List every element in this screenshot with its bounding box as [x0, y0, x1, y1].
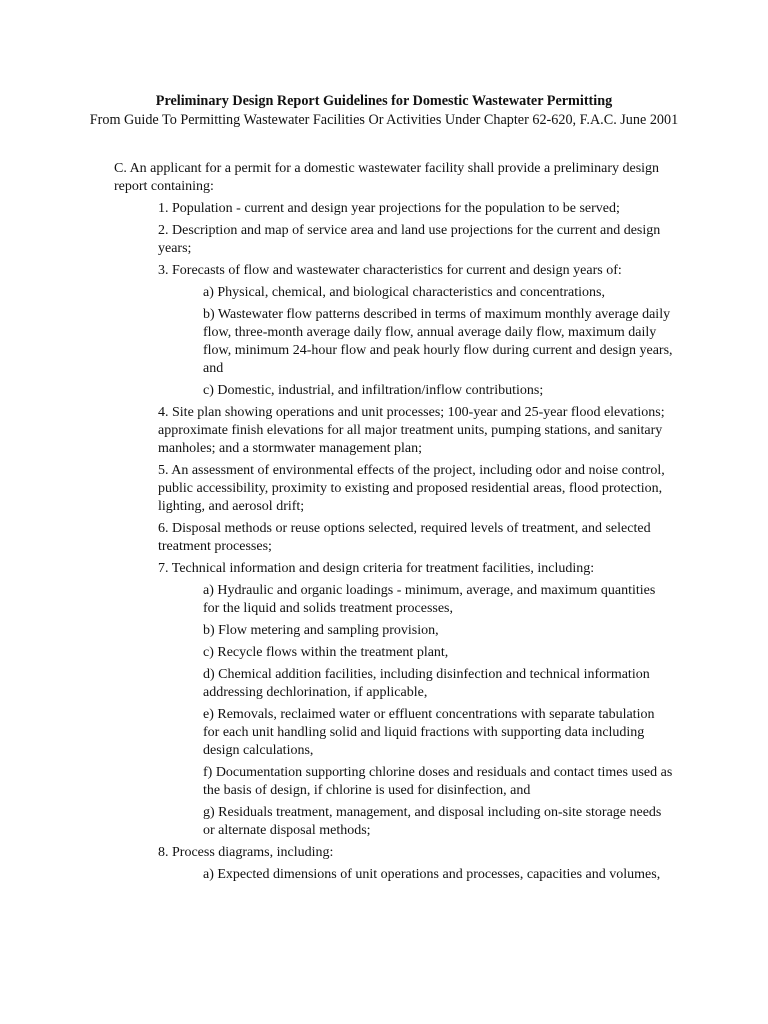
sub-list-item: b) Wastewater flow patterns described in terms of maximum monthly average daily flow, three-month average daily flow, annual average daily flow, maximum daily flow, minimum 24-hour flow and peak hourly flow during current and design years, and [203, 307, 673, 376]
document-subtitle: From Guide To Permitting Wastewater Facilities Or Activities Under Chapter 62-620, F.A.C. June 2001 [89, 112, 679, 128]
list-item: 4. Site plan showing operations and unit processes; 100-year and 25-year flood elevations; approximate finish elevations for all major treatment units, pumping stations, and sanitary manholes; and a stormwater management plan; [158, 405, 665, 456]
sub-list-item: a) Physical, chemical, and biological characteristics and concentrations, [203, 285, 605, 300]
sub-list-item: c) Recycle flows within the treatment plant, [203, 645, 449, 660]
list-item: 3. Forecasts of flow and wastewater characteristics for current and design years of: [158, 263, 622, 278]
sub-list-item: c) Domestic, industrial, and infiltration/inflow contributions; [203, 383, 544, 398]
sub-list-item: d) Chemical addition facilities, including disinfection and technical information addressing dechlorination, if applicable, [203, 667, 650, 700]
list-item: 7. Technical information and design criteria for treatment facilities, including: [158, 561, 595, 576]
sub-list-item: e) Removals, reclaimed water or effluent concentrations with separate tabulation for each unit handling solid and liquid fractions with supporting data including design calculations, [203, 707, 655, 758]
document-title: Preliminary Design Report Guidelines for Domestic Wastewater Permitting [155, 93, 613, 109]
sub-list-item: g) Residuals treatment, management, and disposal including on-site storage needs or alternate disposal methods; [203, 805, 662, 838]
document-body [114, 160, 674, 888]
sub-list-item: b) Flow metering and sampling provision, [203, 623, 439, 638]
list-item: 6. Disposal methods or reuse options selected, required levels of treatment, and selected treatment processes; [158, 521, 651, 554]
sub-list-item: a) Expected dimensions of unit operations and processes, capacities and volumes, [203, 867, 661, 882]
list-item: 8. Process diagrams, including: [158, 845, 334, 860]
sub-list-item: a) Hydraulic and organic loadings - minimum, average, and maximum quantities for the liquid and solids treatment processes, [203, 583, 656, 616]
list-item: 2. Description and map of service area and land use projections for the current and design years; [158, 223, 661, 256]
sub-list-item: f) Documentation supporting chlorine doses and residuals and contact times used as the basis of design, if chlorine is used for disinfection, and [203, 765, 673, 798]
intro-paragraph: C. An applicant for a permit for a domestic wastewater facility shall provide a preliminary design report containing: [114, 161, 660, 194]
requirements-list [114, 200, 674, 884]
list-item: 5. An assessment of environmental effects of the project, including odor and noise control, public accessibility, proximity to existing and proposed residential areas, flood protection, lighting, and aerosol drift; [158, 463, 665, 514]
list-item: 1. Population - current and design year projections for the population to be served; [158, 201, 620, 216]
